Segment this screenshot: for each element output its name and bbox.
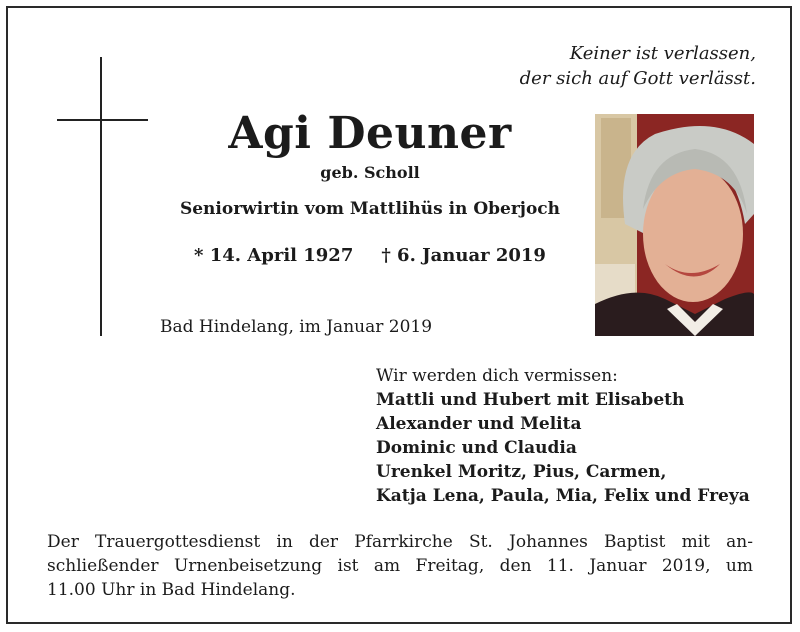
mourner-line: Alexander und Melita (376, 414, 582, 434)
cross-vertical-bar (100, 57, 102, 336)
place-date: Bad Hindelang, im Januar 2019 (160, 317, 433, 337)
motto-line: Keiner ist verlassen, (569, 43, 756, 64)
portrait-photo (595, 114, 754, 336)
service-line: Der Trauergottesdienst in der Pfarrkirche St. Johannes Baptist mit an- (47, 532, 753, 552)
death-date: † 6. Januar 2019 (381, 245, 546, 266)
mourners-intro: Wir werden dich vermissen: (376, 366, 618, 386)
birth-date: * 14. April 1927 (194, 245, 354, 266)
mourners-list (376, 364, 750, 508)
birth-name: geb. Scholl (320, 163, 420, 182)
life-dates (170, 242, 570, 270)
mourner-line: Urenkel Moritz, Pius, Carmen, (376, 462, 667, 482)
service-line: 11.00 Uhr in Bad Hindelang. (47, 580, 296, 600)
deceased-title: Seniorwirtin vom Mattlihüs in Oberjoch (179, 199, 561, 219)
mourner-line: Katja Lena, Paula, Mia, Felix und Freya (376, 486, 750, 506)
motto-line: der sich auf Gott verlässt. (519, 68, 756, 89)
service-line: schließender Urnenbeisetzung ist am Freitag, den 11. Januar 2019, um (47, 556, 753, 576)
deceased-name: Agi Deuner (228, 108, 512, 159)
mourner-line: Mattli und Hubert mit Elisabeth (376, 390, 685, 410)
cross-horizontal-bar (57, 119, 148, 121)
funeral-service-info (47, 530, 753, 602)
mourner-line: Dominic und Claudia (376, 438, 577, 458)
motto-quote (456, 41, 756, 91)
